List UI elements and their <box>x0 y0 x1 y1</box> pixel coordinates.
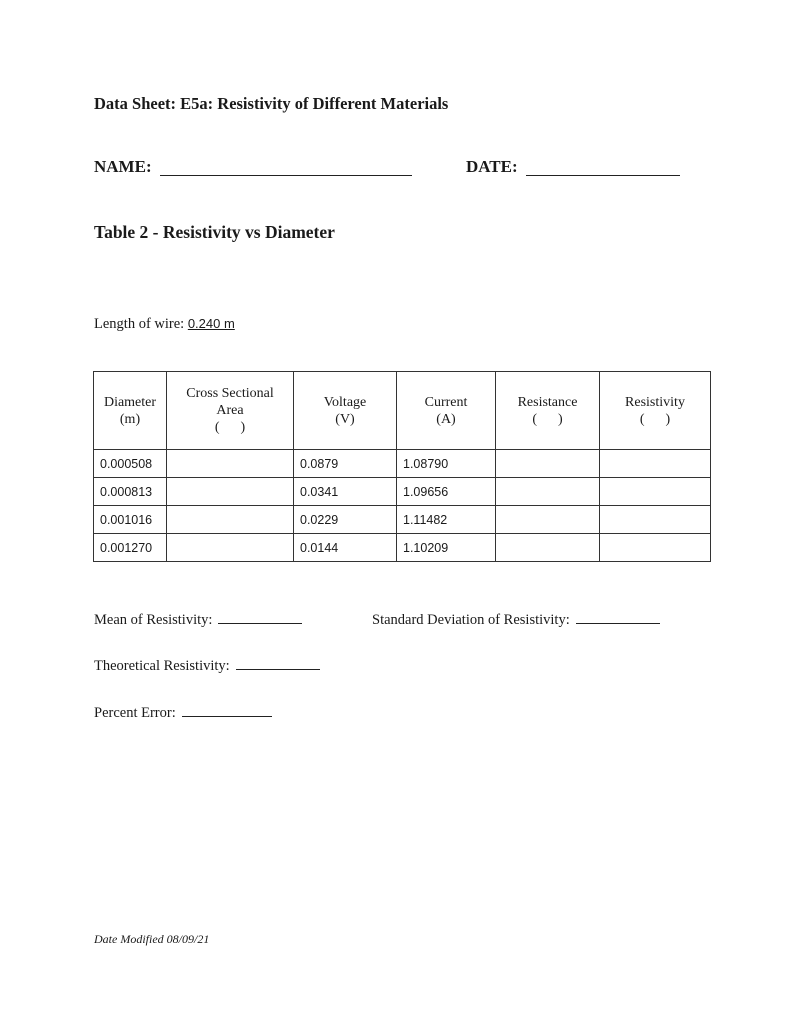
cell-area[interactable] <box>167 478 294 506</box>
cell-current: 1.11482 <box>397 506 496 534</box>
std-dev-resistivity <box>372 612 660 629</box>
cell-area[interactable] <box>167 534 294 562</box>
cell-diameter: 0.001016 <box>94 506 167 534</box>
percent-error-blank[interactable] <box>182 715 272 717</box>
theoretical-resistivity-label: Theoretical Resistivity: <box>94 658 230 674</box>
cell-voltage: 0.0229 <box>294 506 397 534</box>
date-field-line[interactable] <box>526 175 680 176</box>
header-line: ( ) <box>639 411 671 427</box>
header-current <box>397 372 496 450</box>
table-row <box>94 534 711 562</box>
header-line: Area <box>216 403 244 418</box>
cell-current: 1.10209 <box>397 534 496 562</box>
cell-diameter: 0.000813 <box>94 478 167 506</box>
cell-current: 1.09656 <box>397 478 496 506</box>
header-line: Diameter <box>103 394 157 410</box>
theoretical-resistivity <box>94 658 320 675</box>
resistivity-table <box>93 371 711 562</box>
percent-error <box>94 705 272 722</box>
header-line: (m) <box>119 411 141 427</box>
header-line: (V) <box>335 411 355 427</box>
cell-resistance[interactable] <box>496 478 600 506</box>
percent-error-label: Percent Error: <box>94 705 176 721</box>
mean-resistivity-label: Mean of Resistivity: <box>94 612 213 628</box>
table-title: Table 2 - Resistivity vs Diameter <box>94 222 335 242</box>
cell-resistivity[interactable] <box>600 450 711 478</box>
header-line: Current <box>424 394 468 410</box>
cell-resistance[interactable] <box>496 450 600 478</box>
header-line: Resistivity <box>625 394 685 410</box>
header-cross-sectional-area <box>167 372 294 450</box>
cell-resistance[interactable] <box>496 534 600 562</box>
cell-resistance[interactable] <box>496 506 600 534</box>
name-field-line[interactable] <box>160 175 412 176</box>
header-voltage <box>294 372 397 450</box>
name-label: NAME: <box>94 157 152 176</box>
header-diameter <box>94 372 167 450</box>
header-line: ( ) <box>532 411 563 427</box>
std-dev-resistivity-label: Standard Deviation of Resistivity: <box>372 612 570 628</box>
table-header-row <box>94 372 711 450</box>
cell-resistivity[interactable] <box>600 478 711 506</box>
cell-voltage: 0.0879 <box>294 450 397 478</box>
header-resistance <box>496 372 600 450</box>
table-row <box>94 506 711 534</box>
cell-area[interactable] <box>167 506 294 534</box>
date-label: DATE: <box>466 157 518 176</box>
date-modified: Date Modified 08/09/21 <box>94 932 210 946</box>
theoretical-resistivity-blank[interactable] <box>236 668 320 670</box>
header-resistivity <box>600 372 711 450</box>
wire-length <box>94 316 235 333</box>
cell-voltage: 0.0144 <box>294 534 397 562</box>
header-line: (A) <box>436 411 456 427</box>
cell-area[interactable] <box>167 450 294 478</box>
header-line: Cross Sectional <box>186 386 274 401</box>
wire-length-value: 0.240 m <box>187 316 235 331</box>
table-row <box>94 450 711 478</box>
cell-diameter: 0.000508 <box>94 450 167 478</box>
header-line: Resistance <box>517 394 578 410</box>
cell-resistivity[interactable] <box>600 506 711 534</box>
cell-diameter: 0.001270 <box>94 534 167 562</box>
mean-resistivity <box>94 612 302 629</box>
table-row <box>94 478 711 506</box>
mean-resistivity-blank[interactable] <box>218 622 302 624</box>
header-line: Voltage <box>323 394 367 410</box>
cell-current: 1.08790 <box>397 450 496 478</box>
std-dev-resistivity-blank[interactable] <box>576 622 660 624</box>
header-line: ( ) <box>214 420 246 435</box>
cell-voltage: 0.0341 <box>294 478 397 506</box>
page-title: Data Sheet: E5a: Resistivity of Different Materials <box>94 94 449 113</box>
cell-resistivity[interactable] <box>600 534 711 562</box>
wire-length-label: Length of wire: <box>94 316 185 332</box>
